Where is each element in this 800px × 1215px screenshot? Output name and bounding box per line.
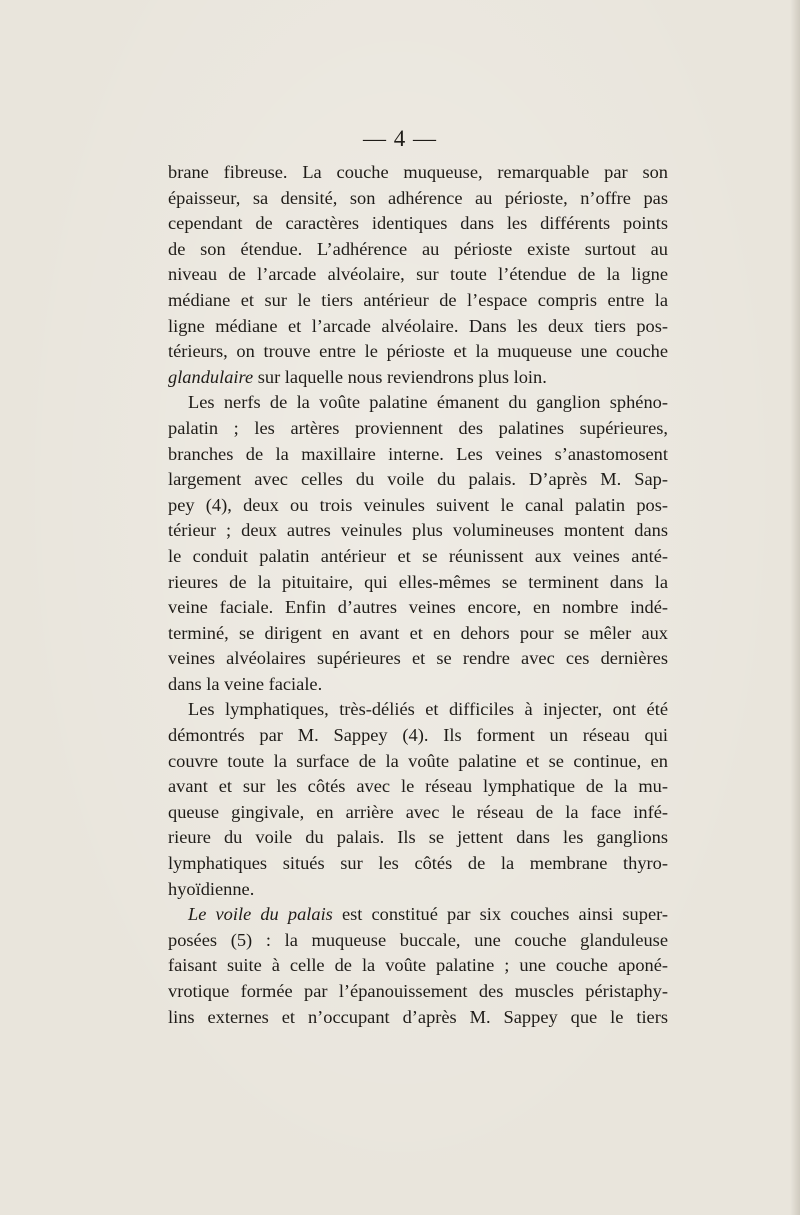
text-line: largement avec celles du voile du palais. D’après M. Sap- bbox=[168, 469, 668, 490]
text-line: dans la veine faciale. bbox=[168, 673, 323, 694]
text-line: térieur ; deux autres veinules plus volumineuses montent dans bbox=[168, 520, 668, 541]
text-line: pey (4), deux ou trois veinules suivent le canal palatin pos- bbox=[168, 494, 668, 515]
text-line: avant et sur les côtés avec le réseau lymphatique de la mu- bbox=[168, 776, 668, 797]
text-line: niveau de l’arcade alvéolaire, sur toute l’étendue de la ligne bbox=[168, 264, 668, 285]
text-line: couvre toute la surface de la voûte palatine et se continue, en bbox=[168, 750, 668, 771]
text-line: épaisseur, sa densité, son adhérence au périoste, n’offre pas bbox=[168, 187, 668, 208]
italic-term: Le voile du palais bbox=[188, 904, 333, 925]
text-line: veine faciale. Enfin d’autres veines encore, en nombre indé- bbox=[168, 597, 668, 618]
text-line: le conduit palatin antérieur et se réunissent aux veines anté- bbox=[168, 545, 668, 566]
line-rest: sur laquelle nous reviendrons plus loin. bbox=[253, 366, 547, 387]
text-line: posées (5) : la muqueuse buccale, une couche glanduleuse bbox=[168, 929, 668, 950]
paragraph bbox=[168, 160, 668, 390]
page-number: — 4 — bbox=[363, 126, 437, 151]
paragraph bbox=[168, 390, 668, 697]
text-line: faisant suite à celle de la voûte palatine ; une couche aponé- bbox=[168, 955, 668, 976]
text-line: vrotique formée par l’épanouissement des muscles péristaphy- bbox=[168, 981, 668, 1001]
paragraph bbox=[168, 902, 668, 1030]
text-line: rieures de la pituitaire, qui elles-mêmes se terminent dans la bbox=[168, 571, 668, 592]
paragraph bbox=[168, 697, 668, 902]
text-line: hyoïdienne. bbox=[168, 878, 255, 899]
page-edge-shadow bbox=[790, 0, 800, 1215]
text-line: terminé, se dirigent en avant et en dehors pour se mêler aux bbox=[168, 622, 668, 643]
line-rest: est constitué par six couches ainsi super- bbox=[332, 904, 668, 925]
text-line: ligne médiane et l’arcade alvéolaire. Dans les deux tiers pos- bbox=[168, 315, 668, 336]
text-line: démontrés par M. Sappey (4). Ils forment un réseau qui bbox=[168, 725, 668, 746]
text-line: térieurs, on trouve entre le périoste et la muqueuse une couche bbox=[168, 341, 668, 362]
body-text bbox=[168, 160, 668, 1030]
text-line bbox=[168, 365, 668, 391]
text-line: de son étendue. L’adhérence au périoste existe surtout au bbox=[168, 238, 668, 259]
text-line: lymphatiques situés sur les côtés de la membrane thyro- bbox=[168, 853, 668, 874]
text-line: brane fibreuse. La couche muqueuse, remarquable par son bbox=[168, 162, 668, 182]
italic-term: glandulaire bbox=[168, 366, 254, 387]
text-line: lins externes et n’occupant d’après M. Sappey que le tiers bbox=[168, 1006, 668, 1027]
text-line: Les lymphatiques, très-déliés et difficiles à injecter, ont été bbox=[188, 699, 668, 720]
text-line: cependant de caractères identiques dans les différents points bbox=[168, 213, 668, 234]
text-line: queuse gingivale, en arrière avec le réseau de la face infé- bbox=[168, 801, 668, 822]
text-line: palatin ; les artères proviennent des palatines supérieures, bbox=[168, 417, 668, 438]
text-line: rieure du voile du palais. Ils se jettent dans les ganglions bbox=[168, 827, 668, 848]
text-line: médiane et sur le tiers antérieur de l’espace compris entre la bbox=[168, 289, 668, 310]
text-line: veines alvéolaires supérieures et se rendre avec ces dernières bbox=[168, 648, 668, 669]
text-line: branches de la maxillaire interne. Les veines s’anastomosent bbox=[168, 443, 668, 464]
text-line: Les nerfs de la voûte palatine émanent du ganglion sphéno- bbox=[188, 392, 668, 413]
text-line bbox=[168, 902, 668, 928]
